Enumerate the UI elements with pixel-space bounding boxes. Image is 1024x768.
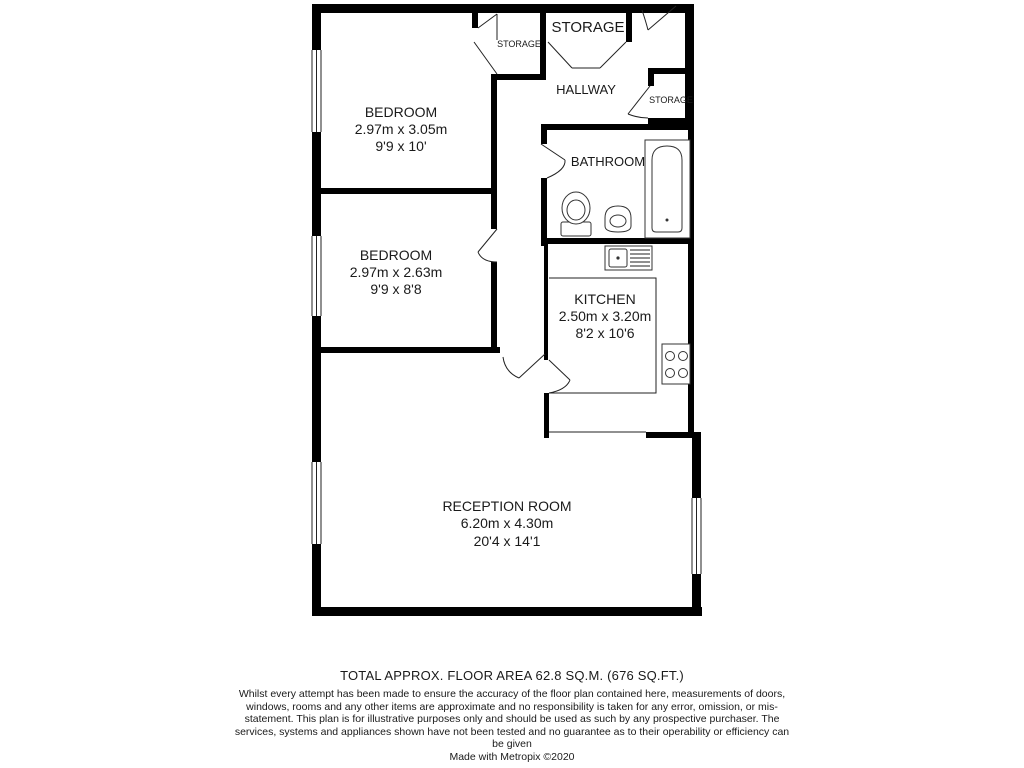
bedroom2-imperial: 9'9 x 8'8: [370, 281, 422, 297]
sink-icon: [605, 246, 652, 270]
kitchen-name: KITCHEN: [574, 291, 636, 307]
interior-walls: [312, 4, 701, 438]
basin-icon: [605, 206, 631, 232]
hob-icon: [662, 344, 690, 384]
reception-name: RECEPTION ROOM: [442, 498, 572, 514]
room-labels: [350, 19, 693, 549]
kitchen-imperial: 8'2 x 10'6: [575, 325, 635, 341]
bedroom2-metric: 2.97m x 2.63m: [349, 264, 443, 280]
bedroom1-metric: 2.97m x 3.05m: [354, 121, 448, 137]
reception-imperial: 20'4 x 14'1: [473, 533, 541, 549]
storage-bedroom-name: STORAGE: [497, 39, 541, 49]
bathtub-icon: [645, 140, 690, 238]
reception-metric: 6.20m x 4.30m: [460, 515, 554, 531]
kitchen-metric: 2.50m x 3.20m: [558, 308, 652, 324]
metropix-credit: Made with Metropix ©2020: [449, 750, 575, 763]
bedroom2-name: BEDROOM: [359, 247, 433, 263]
bedroom1-name: BEDROOM: [364, 104, 438, 120]
hallway-name: HALLWAY: [556, 82, 616, 97]
disclaimer-text: Whilst every attempt has been made to ensure the accuracy of the floor plan contained here, measurements of doors, windows, rooms and any other items are approximate and no responsibility is taken for any error, omission, or mis-statement. This plan is for illustrative purposes only and should be used as such by any prospective purchaser. The services, systems and appliances shown have not been tested and no guarantee as to their operability or efficiency can be given: [234, 688, 790, 751]
total-floor-area: TOTAL APPROX. FLOOR AREA 62.8 SQ.M. (676 SQ.FT.): [340, 668, 684, 683]
storage-hall-name: STORAGE: [649, 95, 693, 105]
storage-top-name: STORAGE: [551, 19, 625, 36]
toilet-icon: [561, 192, 591, 236]
bedroom1-imperial: 9'9 x 10': [375, 138, 427, 154]
plan-footer: [230, 668, 794, 763]
bathroom-name: BATHROOM: [570, 154, 646, 169]
